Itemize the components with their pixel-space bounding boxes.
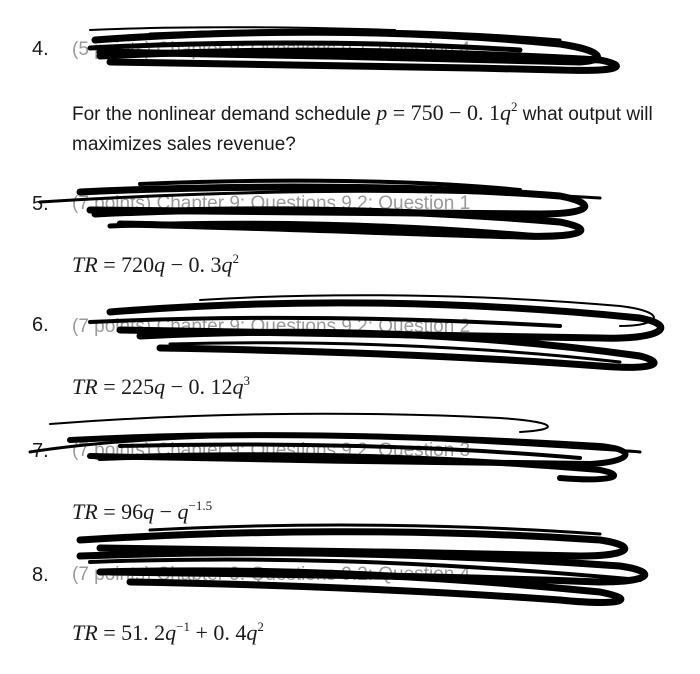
tr-label: TR bbox=[72, 252, 98, 277]
q-variable: q bbox=[177, 499, 189, 524]
q-variable: q bbox=[232, 374, 244, 399]
eq-term: = 720 bbox=[97, 252, 155, 277]
question-number-7: 7. bbox=[32, 440, 49, 462]
q-variable: q bbox=[143, 499, 155, 524]
problem-4-text-before: For the nonlinear demand schedule bbox=[72, 104, 377, 125]
question-header-7: (7 points) Chapter 9: Questions 9.2: Question 3 bbox=[72, 440, 471, 461]
question-header-8: (7 points) Chapter 9: Questions 9.2: Question 4 bbox=[72, 564, 471, 585]
price-variable: p bbox=[376, 100, 388, 125]
question-header-5: (7 points) Chapter 9: Questions 9.2: Question 1 bbox=[72, 193, 471, 214]
demand-constant: = 750 − 0. 1 bbox=[387, 100, 501, 125]
question-number-5: 5. bbox=[32, 193, 49, 215]
problem-4-text bbox=[72, 98, 672, 160]
eq-term: = 51. 2 bbox=[97, 620, 166, 645]
question-number-6: 6. bbox=[32, 314, 49, 336]
exponent: −1 bbox=[176, 619, 190, 634]
tr-label: TR bbox=[72, 499, 98, 524]
eq-term: − 0. 12 bbox=[165, 374, 233, 399]
exponent: 3 bbox=[243, 373, 251, 388]
q-variable: q bbox=[246, 620, 258, 645]
equation-5 bbox=[72, 252, 239, 278]
eq-term: − 0. 3 bbox=[165, 252, 222, 277]
tr-label: TR bbox=[72, 374, 98, 399]
equation-6 bbox=[72, 374, 250, 400]
question-header-4: (5 points) Chapter 9: Questions 9.1: Question 4 bbox=[72, 39, 471, 60]
exponent: −1.5 bbox=[188, 498, 213, 513]
exponent: 2 bbox=[511, 99, 518, 114]
eq-term: = 96 bbox=[97, 499, 144, 524]
question-header-6: (7 points) Chapter 9: Questions 9.2: Question 2 bbox=[72, 316, 471, 337]
exponent: 2 bbox=[257, 619, 264, 634]
equation-7 bbox=[72, 499, 212, 525]
q-variable: q bbox=[221, 252, 233, 277]
question-number-4: 4. bbox=[32, 38, 49, 60]
problem-4-text-after: what output will maximizes sales revenue? bbox=[72, 104, 653, 155]
eq-term: − bbox=[154, 499, 178, 524]
exponent: 2 bbox=[232, 251, 240, 266]
question-number-8: 8. bbox=[32, 564, 49, 586]
equation-8 bbox=[72, 620, 264, 646]
eq-term: + 0. 4 bbox=[189, 620, 247, 645]
quantity-variable: q bbox=[500, 100, 512, 125]
q-variable: q bbox=[154, 374, 166, 399]
q-variable: q bbox=[154, 252, 166, 277]
tr-label: TR bbox=[72, 620, 98, 645]
q-variable: q bbox=[165, 620, 177, 645]
eq-term: = 225 bbox=[97, 374, 155, 399]
